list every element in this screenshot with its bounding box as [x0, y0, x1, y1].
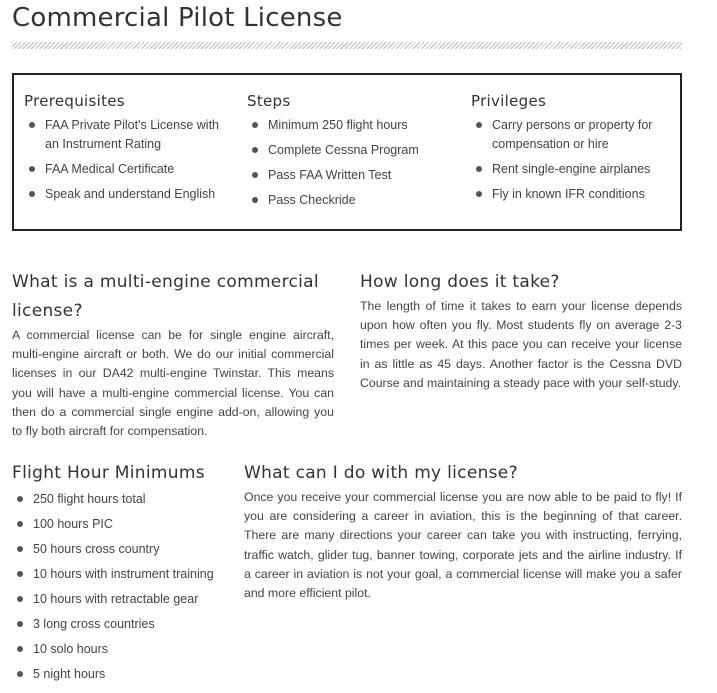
list-item: 100 hours PIC — [12, 515, 237, 534]
how-long-body: The length of time it takes to earn your license depends upon how often you fly. Most students fly on average 2-3 times per week. At this pace you can receive your license in as little as 45 days. Another factor is the Cessna DVD Course and maintaining a steady pace with your self-study. — [360, 299, 682, 390]
list-item: 10 hours with retractable gear — [12, 590, 237, 609]
list-item: Fly in known IFR conditions — [471, 185, 671, 204]
steps-column — [247, 90, 452, 216]
page-title: Commercial Pilot License — [12, 3, 343, 33]
what-can-i-do-heading: What can I do with my license? — [244, 463, 518, 483]
flight-hours-list — [12, 490, 237, 684]
list-item: Minimum 250 flight hours — [247, 116, 452, 135]
list-item: FAA Private Pilot's License with an Instrument Rating — [24, 116, 229, 154]
prerequisites-list — [24, 116, 229, 204]
multi-engine-section — [12, 268, 334, 441]
prerequisites-heading: Prerequisites — [24, 92, 125, 110]
list-item: 10 hours with instrument training — [12, 565, 237, 584]
list-item: Pass Checkride — [247, 191, 452, 210]
prerequisites-column — [24, 90, 229, 210]
list-item: Carry persons or property for compensation or hire — [471, 116, 671, 154]
list-item: 50 hours cross country — [12, 540, 237, 559]
steps-heading: Steps — [247, 92, 291, 110]
hatched-divider — [12, 42, 682, 49]
summary-box — [12, 73, 682, 231]
list-item: Rent single-engine airplanes — [471, 160, 671, 179]
list-item: FAA Medical Certificate — [24, 160, 229, 179]
what-can-i-do-body: Once you receive your commercial license you are now able to be paid to fly! If you are considering a career in aviation, this is the beginning of that career. There are many directions your career can take you with instructing, ferrying, traffic watch, glider tug, banner towing, corporate jets and the airline industry. If a career in aviation is not your goal, a commercial license will make you a safer and more efficient pilot. — [244, 490, 682, 601]
list-item: 250 flight hours total — [12, 490, 237, 509]
list-item: 3 long cross countries — [12, 615, 237, 634]
steps-list — [247, 116, 452, 210]
list-item: Speak and understand English — [24, 185, 229, 204]
privileges-heading: Privileges — [471, 92, 547, 110]
list-item: Complete Cessna Program — [247, 141, 452, 160]
privileges-column — [471, 90, 671, 210]
list-item: Pass FAA Written Test — [247, 166, 452, 185]
what-can-i-do-section — [244, 459, 682, 603]
list-item: 10 solo hours — [12, 640, 237, 659]
flight-hours-heading: Flight Hour Minimums — [12, 463, 205, 483]
multi-engine-body: A commercial license can be for single engine aircraft, multi-engine aircraft or both. We do our initial commercial licenses in our DA42 multi-engine Twinstar. This means you will have a multi-engine commercial license. You can then do a commercial single engine add-on, allowing you to fly both aircraft for compensation. — [12, 328, 334, 439]
privileges-list — [471, 116, 671, 204]
how-long-section — [360, 268, 682, 393]
flight-hours-section — [12, 459, 237, 690]
multi-engine-heading: What is a multi-engine commercial license? — [12, 272, 319, 321]
list-item: 5 night hours — [12, 665, 237, 684]
how-long-heading: How long does it take? — [360, 272, 560, 292]
